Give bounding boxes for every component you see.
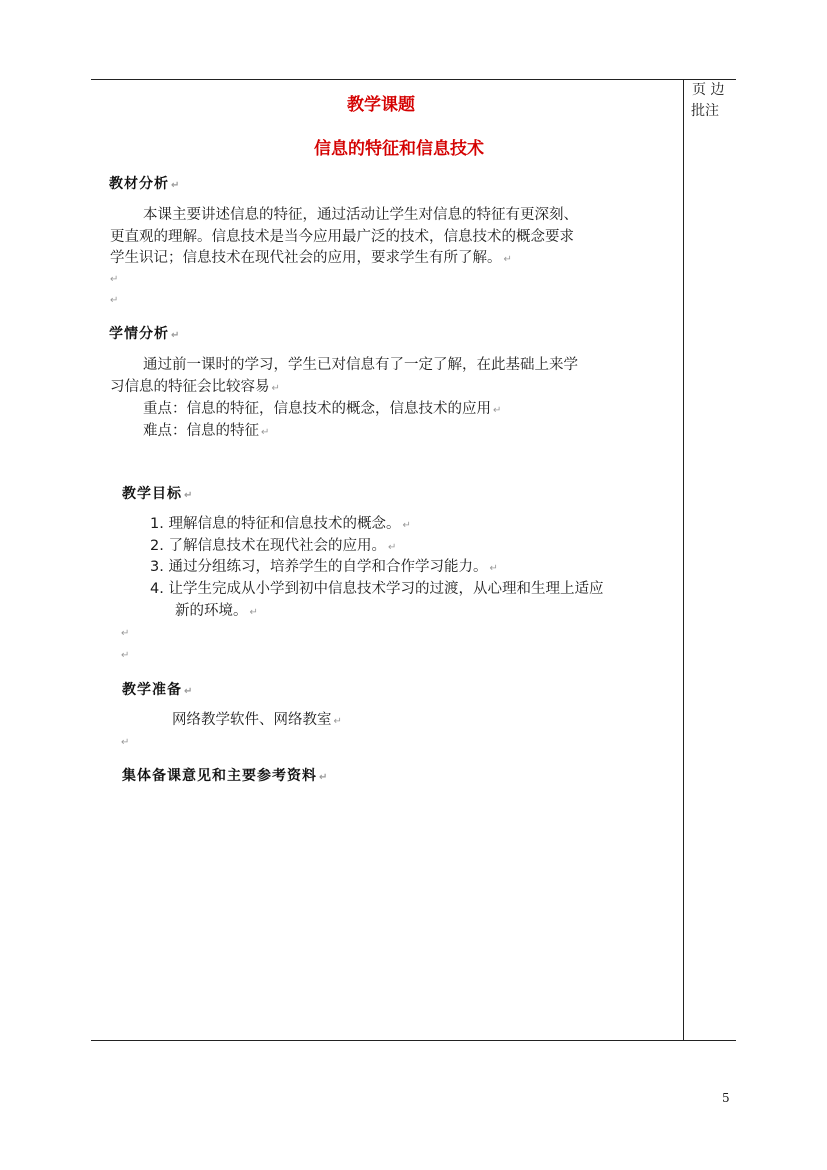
preparation-heading: 教学准备 ↵	[122, 682, 194, 698]
margin-note-header-line2: 批注	[691, 103, 719, 119]
table-top-border	[91, 79, 736, 80]
objective-item-4: 4. 让学生完成从小学到初中信息技术学习的过渡，从心理和生理上适应	[150, 581, 604, 597]
page-number: 5	[722, 1091, 730, 1105]
margin-note-header-line1: 页 边	[692, 82, 725, 98]
objective-item-3: 3. 通过分组练习，培养学生的自学和合作学习能力。 ↵	[150, 559, 498, 575]
difficulty-point: 难点：信息的特征 ↵	[143, 423, 270, 439]
objective-item-2: 2. 了解信息技术在现代社会的应用。 ↵	[150, 538, 397, 554]
material-analysis-line-2: 更直观的理解。信息技术是当今应用最广泛的技术，信息技术的概念要求	[110, 229, 574, 245]
student-analysis-line-2: 习信息的特征会比较容易 ↵	[110, 379, 280, 395]
empty-paragraph-mark: ↵	[110, 295, 119, 306]
column-divider	[683, 79, 684, 1040]
table-bottom-border	[91, 1040, 736, 1041]
lesson-label: 教学课题	[347, 95, 415, 115]
student-analysis-heading: 学情分析 ↵	[109, 326, 181, 342]
empty-paragraph-mark: ↵	[121, 650, 130, 661]
collective-heading: 集体备课意见和主要参考资料 ↵	[122, 768, 329, 784]
student-analysis-line-1: 通过前一课时的学习，学生已对信息有了一定了解，在此基础上来学	[143, 357, 578, 373]
empty-paragraph-mark: ↵	[110, 274, 119, 285]
lesson-title: 信息的特征和信息技术	[314, 139, 484, 159]
material-analysis-heading: 教材分析 ↵	[109, 176, 181, 192]
objective-item-4-continued: 新的环境。 ↵	[175, 603, 258, 619]
objectives-heading: 教学目标 ↵	[122, 486, 194, 502]
objective-item-1: 1. 理解信息的特征和信息技术的概念。 ↵	[150, 516, 411, 532]
empty-paragraph-mark: ↵	[121, 737, 130, 748]
material-analysis-line-1: 本课主要讲述信息的特征，通过活动让学生对信息的特征有更深刻、	[143, 207, 578, 223]
preparation-text: 网络教学软件、网络教室 ↵	[172, 712, 342, 728]
key-point: 重点：信息的特征，信息技术的概念，信息技术的应用 ↵	[143, 401, 502, 417]
empty-paragraph-mark: ↵	[121, 628, 130, 639]
material-analysis-line-3: 学生识记；信息技术在现代社会的应用，要求学生有所了解。 ↵	[110, 250, 512, 266]
